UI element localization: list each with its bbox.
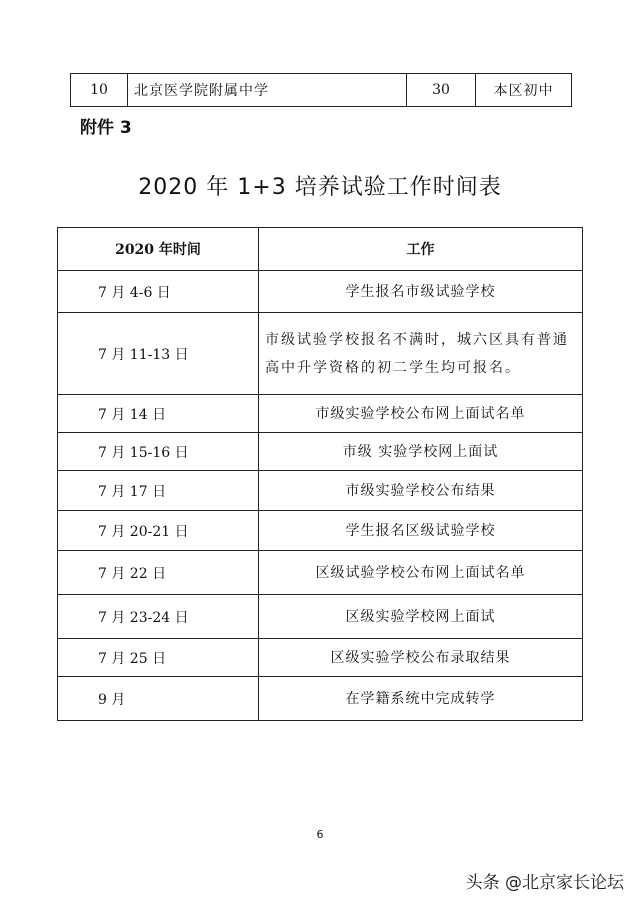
header-date: 2020 年时间 [58, 228, 259, 271]
table-row [58, 511, 583, 551]
table-row [58, 271, 583, 313]
row-date: 7 月 14 日 [58, 395, 259, 433]
table-row [58, 313, 583, 395]
row-date: 7 月 22 日 [58, 551, 259, 595]
table-row [58, 395, 583, 433]
table-row [58, 433, 583, 471]
enrollment-count: 30 [407, 74, 476, 107]
table-row [58, 471, 583, 511]
page-number: 6 [316, 828, 324, 841]
table-row [71, 74, 572, 107]
row-date: 7 月 17 日 [58, 471, 259, 511]
row-number: 10 [71, 74, 128, 107]
previous-table [70, 73, 572, 107]
header-task: 工作 [259, 228, 583, 271]
row-date: 7 月 20-21 日 [58, 511, 259, 551]
table-row [58, 639, 583, 677]
row-date: 9 月 [58, 677, 259, 721]
table-row [58, 595, 583, 639]
row-date: 7 月 23-24 日 [58, 595, 259, 639]
row-task: 市级 实验学校网上面试 [259, 433, 583, 471]
row-task: 市级实验学校公布网上面试名单 [259, 395, 583, 433]
table-row [58, 677, 583, 721]
table-header-row [58, 228, 583, 271]
watermark: 头条 @北京家长论坛 [465, 873, 624, 893]
row-date: 7 月 4-6 日 [58, 271, 259, 313]
row-task: 学生报名区级试验学校 [259, 511, 583, 551]
school-name: 北京医学院附属中学 [128, 74, 407, 107]
row-task: 市级实验学校公布结果 [259, 471, 583, 511]
row-date: 7 月 25 日 [58, 639, 259, 677]
row-task: 在学籍系统中完成转学 [259, 677, 583, 721]
row-task: 区级实验学校公布录取结果 [259, 639, 583, 677]
page-title: 2020 年 1+3 培养试验工作时间表 [138, 175, 502, 200]
attachment-label: 附件 3 [80, 118, 132, 138]
row-task: 学生报名市级试验学校 [259, 271, 583, 313]
table-row [58, 551, 583, 595]
schedule-table [57, 227, 583, 721]
row-task: 市级试验学校报名不满时，城六区具有普通高中升学资格的初二学生均可报名。 [259, 313, 583, 395]
enrollment-scope: 本区初中 [476, 74, 572, 107]
row-task: 区级试验学校公布网上面试名单 [259, 551, 583, 595]
row-date: 7 月 15-16 日 [58, 433, 259, 471]
row-task: 区级实验学校网上面试 [259, 595, 583, 639]
row-date: 7 月 11-13 日 [58, 313, 259, 395]
